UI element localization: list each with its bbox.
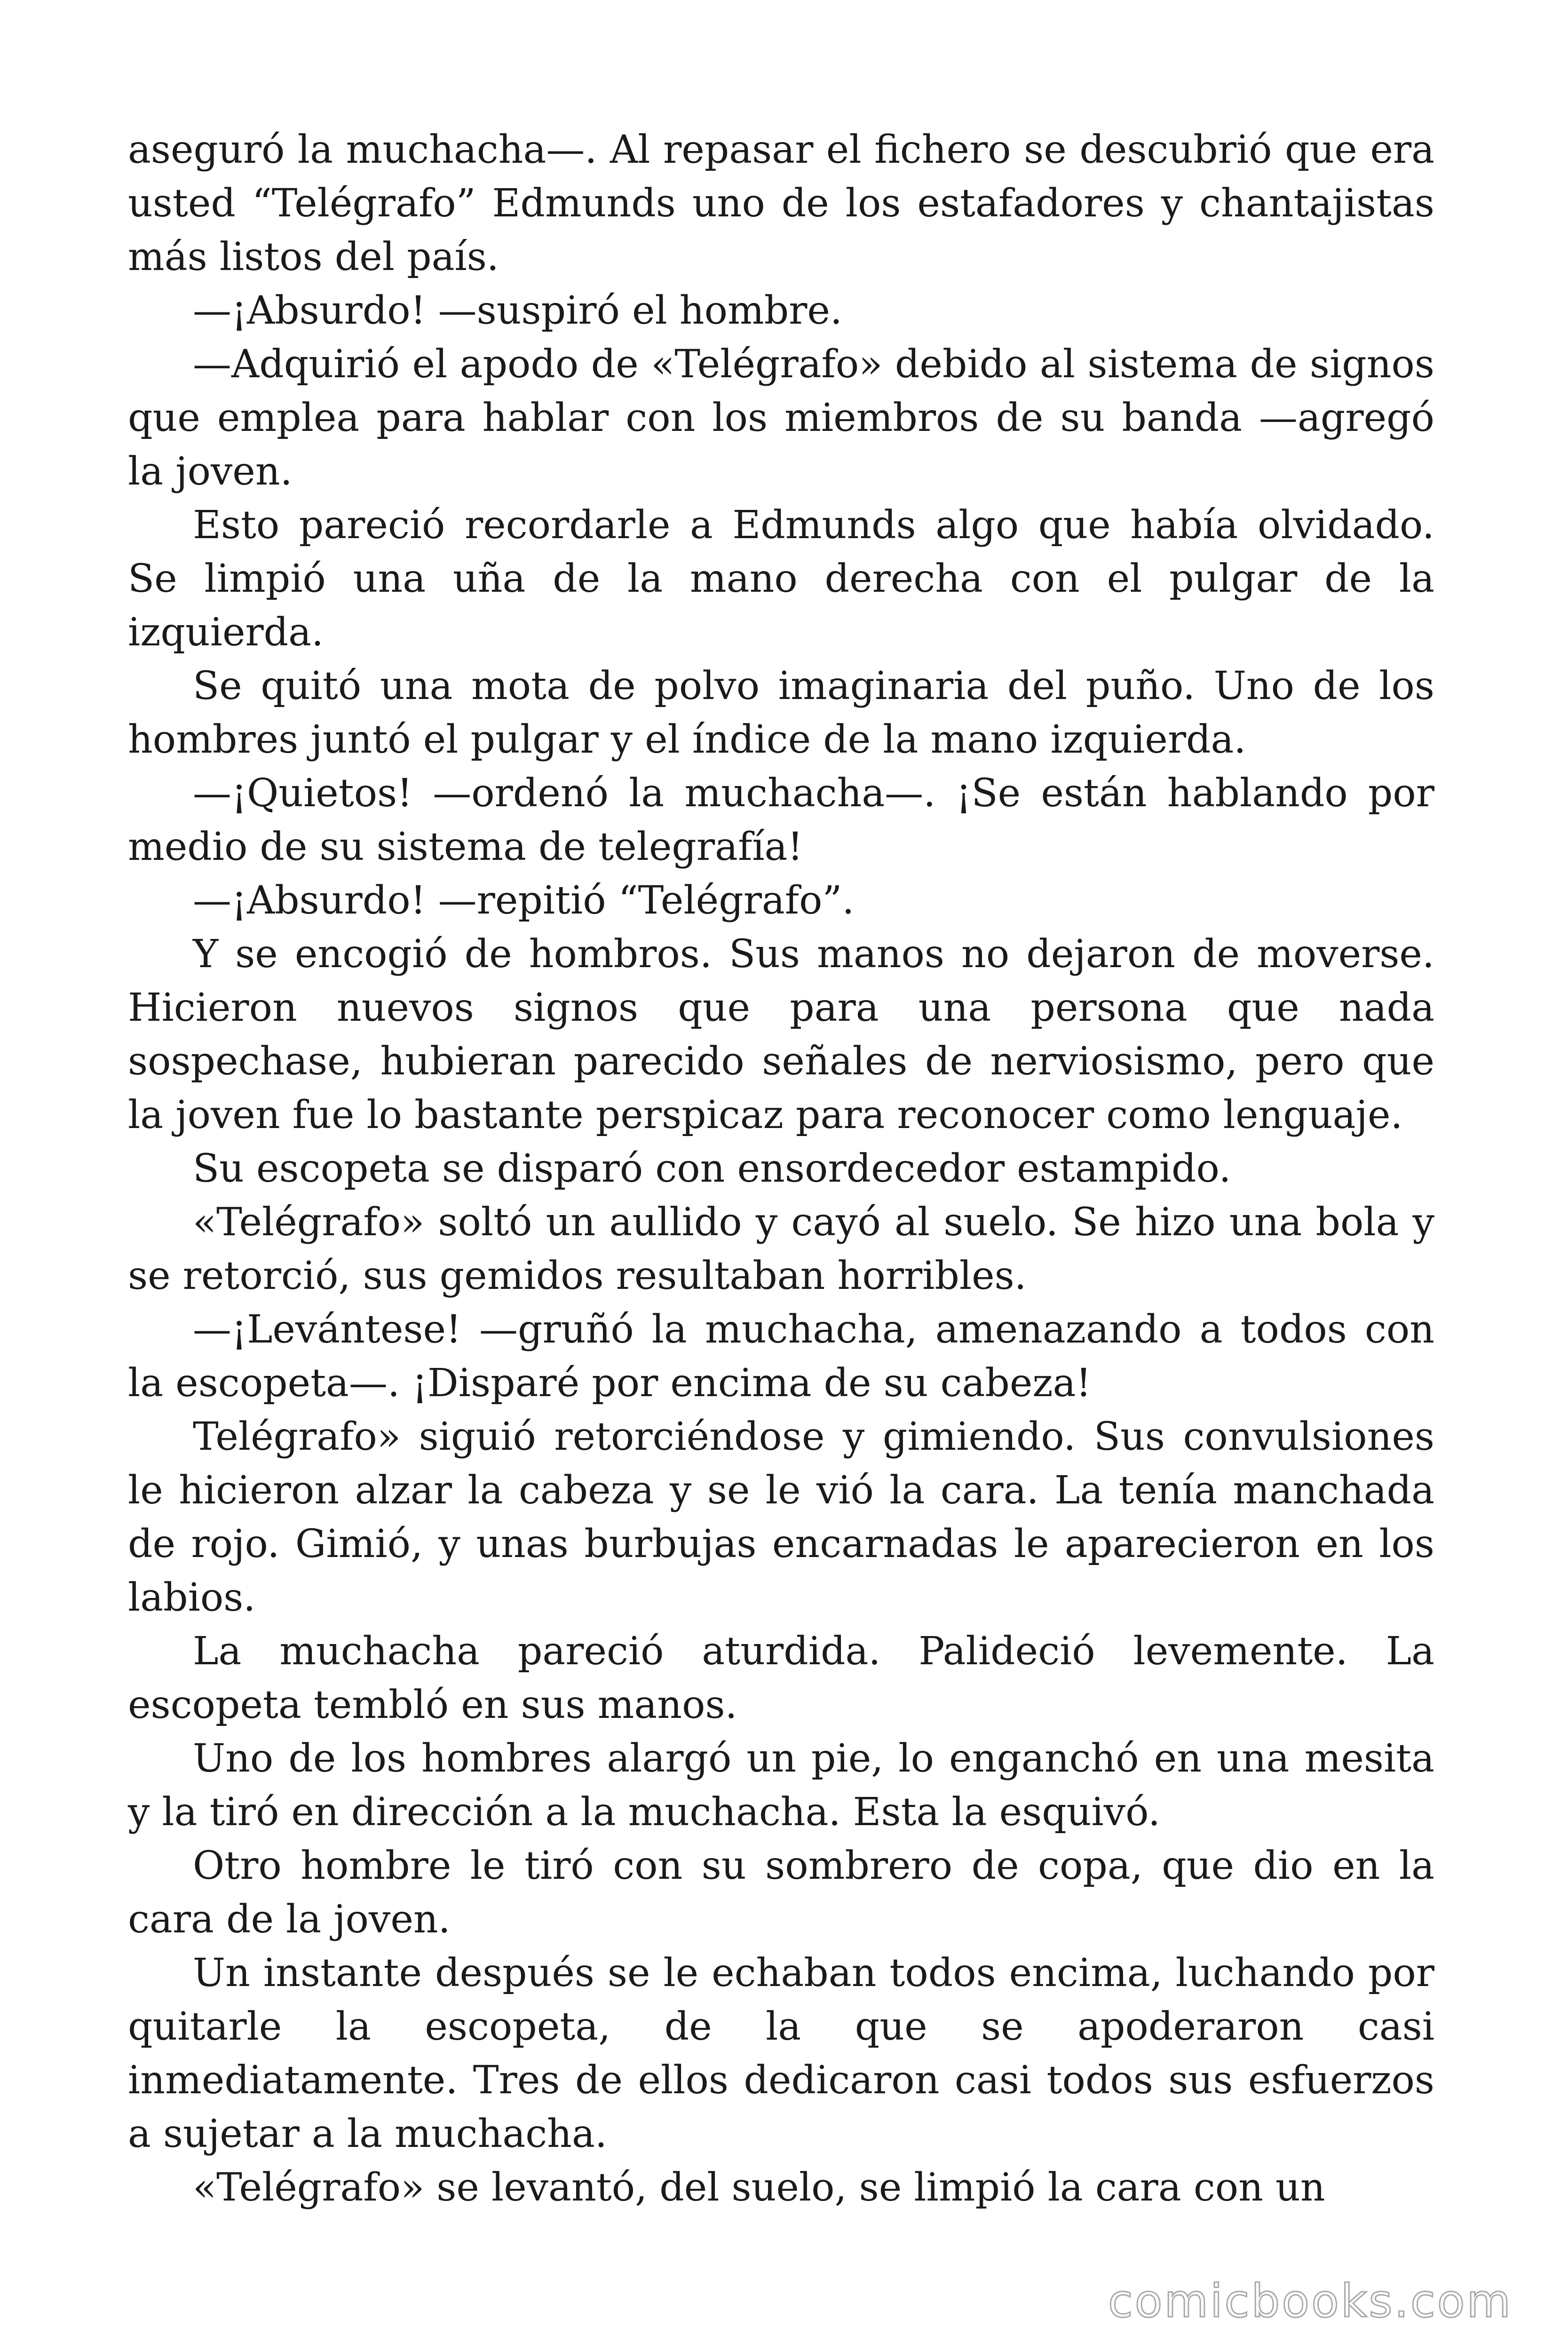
paragraph-12: Telégrafo» siguió retorciéndose y gimiendo. Sus convulsiones le hicieron alzar la cabeza y se le vió la cara. La tenía manchada de rojo. Gimió, y unas burbujas encarnadas le aparecieron en los labios. <box>128 1414 1434 1620</box>
watermark: comicbooks.com <box>1108 2275 1513 2328</box>
paragraph-6: —¡Quietos! —ordenó la muchacha—. ¡Se están hablando por medio de su sistema de telegrafía! <box>128 771 1434 869</box>
paragraph-14: Uno de los hombres alargó un pie, lo enganchó en una mesita y la tiró en dirección a la muchacha. Esta la esquivó. <box>128 1736 1434 1835</box>
paragraph-9: Su escopeta se disparó con ensordecedor estampido. <box>193 1146 1231 1191</box>
paragraph-13: La muchacha pareció aturdida. Palideció levemente. La escopeta tembló en sus manos. <box>128 1629 1434 1727</box>
paragraph-7: —¡Absurdo! —repitió “Telégrafo”. <box>193 878 855 923</box>
paragraph-8: Y se encogió de hombros. Sus manos no dejaron de moverse. Hicieron nuevos signos que para una persona que nada sospechase, hubieran parecido señales de nerviosismo, pero que la joven fue lo bastante perspicaz para reconocer como lenguaje. <box>128 932 1434 1137</box>
paragraph-5: Se quitó una mota de polvo imaginaria del puño. Uno de los hombres juntó el pulgar y el índice de la mano izquierda. <box>128 664 1434 762</box>
paragraph-1: aseguró la muchacha—. Al repasar el fichero se descubrió que era usted “Telégrafo” Edmunds uno de los estafadores y chantajistas más listos del país. <box>128 127 1434 279</box>
paragraph-2: —¡Absurdo! —suspiró el hombre. <box>193 288 842 333</box>
paragraph-15: Otro hombre le tiró con su sombrero de copa, que dio en la cara de la joven. <box>128 1843 1434 1942</box>
paragraph-16: Un instante después se le echaban todos encima, luchando por quitarle la escopeta, de la que se apoderaron casi inmediatamente. Tres de ellos dedicaron casi todos sus esfuerzos a sujetar a la muchacha. <box>128 1951 1434 2156</box>
paragraph-10: «Telégrafo» soltó un aullido y cayó al suelo. Se hizo una bola y se retorció, sus gemidos resultaban horribles. <box>128 1200 1434 1298</box>
page-text <box>128 123 1434 2215</box>
paragraph-4: Esto pareció recordarle a Edmunds algo que había olvidado. Se limpió una uña de la mano derecha con el pulgar de la izquierda. <box>128 503 1434 655</box>
paragraph-11: —¡Levántese! —gruñó la muchacha, amenazando a todos con la escopeta—. ¡Disparé por encima de su cabeza! <box>128 1307 1434 1406</box>
paragraph-17: «Telégrafo» se levantó, del suelo, se limpió la cara con un <box>193 2165 1325 2210</box>
paragraph-3: —Adquirió el apodo de «Telégrafo» debido al sistema de signos que emplea para hablar con los miembros de su banda —agregó la joven. <box>128 342 1434 494</box>
